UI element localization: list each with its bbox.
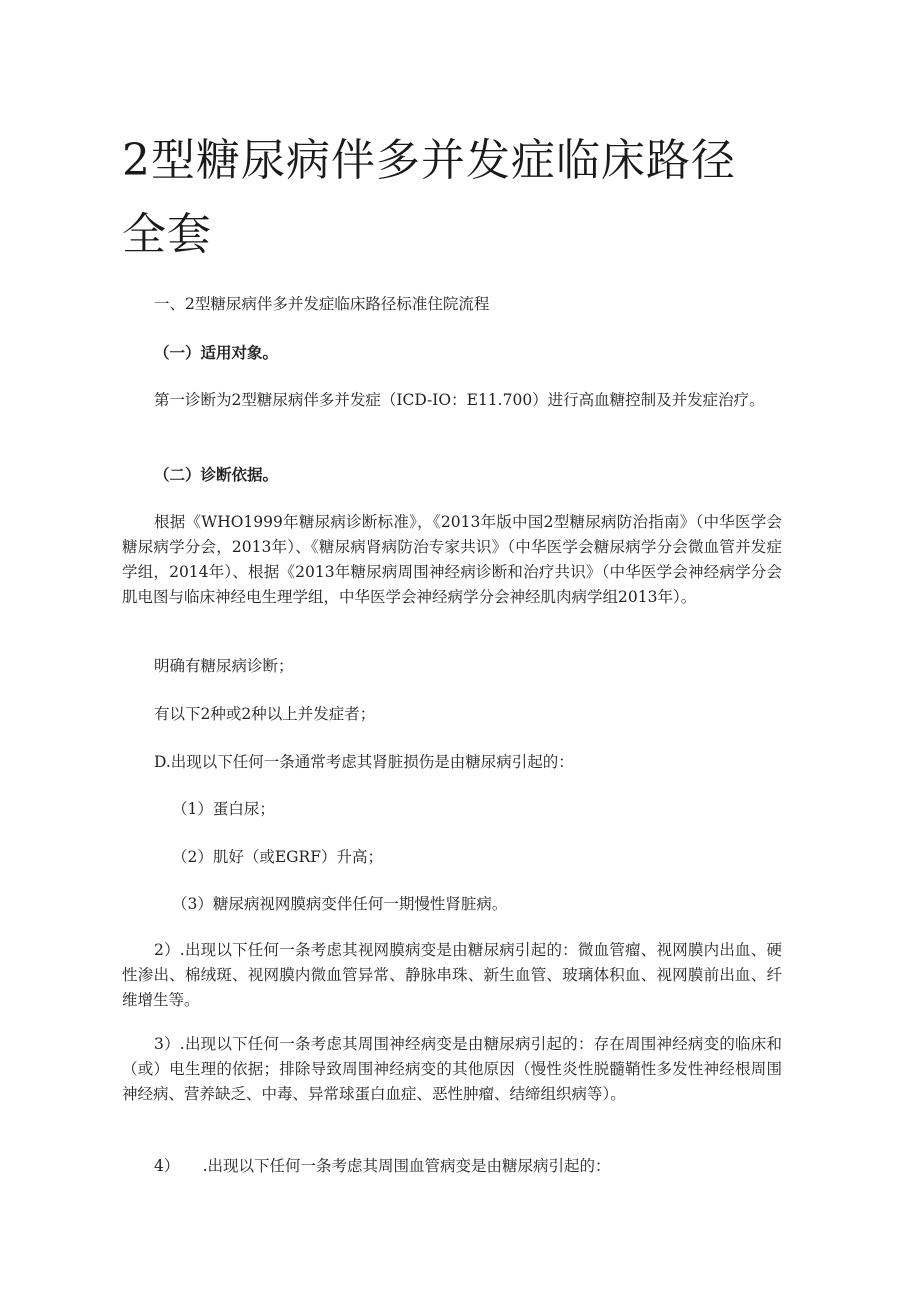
paragraph-vascular-criteria: 4） .出现以下任何一条考虑其周围血管病变是由糖尿病引起的： <box>154 1157 611 1175</box>
list-item-proteinuria: （1）蛋白尿； <box>172 800 275 818</box>
list-item-creatinine: （2）肌好（或EGRF）升高； <box>172 848 383 866</box>
subsection-heading-diagnosis-basis: （二）诊断依据。 <box>154 465 279 484</box>
paragraph-diagnosis-references: 根据《WHO1999年糖尿病诊断标准》，《2013年版中国2型糖尿病防治指南》（中华医学会糖尿病学分会，2013年）、《糖尿病肾病防治专家共识》（中华医学会糖尿病学分会微血管并发症学组，2014年）、根据《2013年糖尿病周围神经病诊断和治疗共识》（中华医学会神经病学分会肌电图与临床神经电生理学组，中华医学会神经病学分会神经肌肉病学组2013年）。 <box>122 513 782 606</box>
paragraph-neuropathy-criteria: 3）.出现以下任何一条考虑其周围神经病变是由糖尿病引起的：存在周围神经病变的临床和（或）电生理的依据；排除导致周围神经病变的其他原因（慢性炎性脱髓鞘性多发性神经根周围神经病、营养缺乏、中毒、异常球蛋白血症、恶性肿瘤、结缔组织病等）。 <box>122 1035 782 1103</box>
paragraph-retinopathy-criteria: 2）.出现以下任何一条考虑其视网膜病变是由糖尿病引起的：微血管瘤、视网膜内出血、硬性渗出、棉绒斑、视网膜内微血管异常、静脉串珠、新生血管、玻璃体积血、视网膜前出血、纤维增生等。 <box>122 941 782 1009</box>
paragraph-two-complications: 有以下2种或2种以上并发症者； <box>154 705 376 723</box>
document-title: 2型糖尿病伴多并发症临床路径全套 <box>122 135 736 260</box>
paragraph-confirmed-diabetes: 明确有糖尿病诊断； <box>154 657 294 675</box>
paragraph-kidney-criteria: D.出现以下任何一条通常考虑其肾脏损伤是由糖尿病引起的： <box>154 753 574 771</box>
paragraph-first-diagnosis: 第一诊断为2型糖尿病伴多并发症（ICD-IO：E11.700）进行高血糖控制及并发症治疗。 <box>154 391 765 409</box>
section-heading-standard-process: 一、2型糖尿病伴多并发症临床路径标准住院流程 <box>154 295 490 313</box>
subsection-heading-applicable-target: （一）适用对象。 <box>154 343 279 362</box>
list-item-retinopathy-ckd: （3）糖尿病视网膜病变伴任何一期慢性肾脏病。 <box>172 895 508 913</box>
